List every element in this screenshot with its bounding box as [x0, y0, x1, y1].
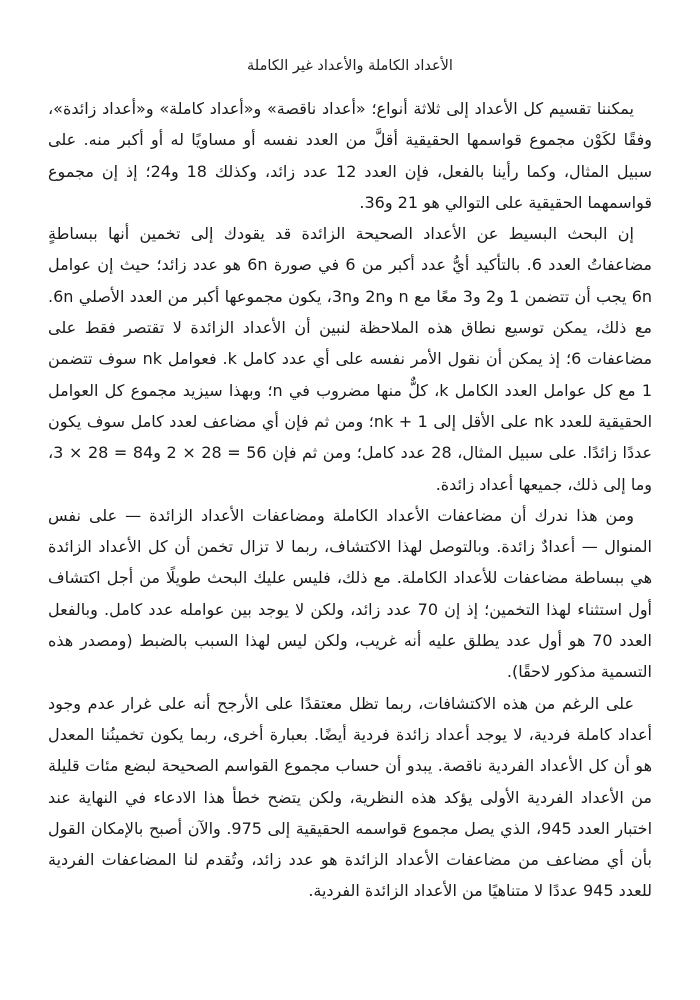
body-text [48, 93, 652, 907]
running-header: الأعداد الكاملة والأعداد غير الكاملة [247, 58, 453, 74]
paragraph-3: ومن هذا ندرك أن مضاعفات الأعداد الكاملة ومضاعفات الأعداد الزائدة — على نفس المنوال — أعدادٌ زائدة. وبالتوصل لهذا الاكتشاف، ربما لا تزال تخمن أن كل الأعداد الزائدة هي ببساطة مضاعفات للأعداد الكاملة. مع ذلك، فليس عليك البحث طويلًا من أجل اكتشاف أول استثناء لهذا التخمين؛ إذ إن 70 عدد زائد، ولكن لا يوجد بين عوامله عدد كامل. وبالفعل العدد 70 هو أول عدد يطلق عليه أنه غريب، ولكن ليس لهذا السبب بالضبط (ومصدر هذه التسمية مذكور لاحقًا). [48, 505, 652, 682]
paragraph-4: على الرغم من هذه الاكتشافات، ربما تظل معتقدًا على الأرجح أنه على غرار عدم وجود أعداد كاملة فردية، لا يوجد أعداد زائدة فردية أيضًا. بعبارة أخرى، ربما يكون تخمينُنا المعدل هو أن كل الأعداد الفردية ناقصة. يبدو أن حساب مجموع القواسم الصحيحة لبضع مئات قليلة من الأعداد الفردية الأولى يؤكد هذه النظرية، ولكن يتضح خطأ هذا الادعاء في النهاية عند اختبار العدد 945، الذي يصل مجموع قواسمه الحقيقية إلى 975. والآن أصبح بالإمكان القول بأن أي مضاعف من مضاعفات الأعداد الزائدة هو عدد زائد، وتُقدم لنا المضاعفات الفردية للعدد 945 عددًا لا متناهيًا من الأعداد الزائدة الفردية. [48, 693, 653, 901]
paragraph-1: يمكننا تقسيم كل الأعداد إلى ثلاثة أنواع؛ «أعداد ناقصة» و«أعداد كاملة» و«أعداد زائدة»، وفقًا لكَوْن مجموع قواسمها الحقيقية أقلَّ من العدد نفسه أو مساويًا له أو أكبر منه. على سبيل المثال، وكما رأينا بالفعل، فإن العدد 12 عدد زائد، وكذلك 18 و24؛ إذ إن مجموع قواسمهما الحقيقية على التوالي هو 21 و36. [48, 99, 653, 212]
paragraph-2: إن البحث البسيط عن الأعداد الصحيحة الزائدة قد يقودك إلى تخمين أنها ببساطةٍ مضاعفاتُ العدد 6. بالتأكيد أيُّ عدد أكبر من 6 في صورة 6n هو عدد زائد؛ حيث إن عوامل 6n يجب أن تتضمن 1 و2 و3 معًا مع n و2n و3n، يكون مجموعها أكبر من العدد الأصلي 6n. مع ذلك، يمكن توسيع نطاق هذه الملاحظة لنبين أن الأعداد الزائدة لا تقتصر فقط على مضاعفات 6؛ إذ يمكن أن نقول الأمر نفسه على أي عدد كامل k. فعوامل nk سوف تتضمن 1 مع كل عوامل العدد الكامل k، كلٌّ منها مضروب في n؛ وبهذا سيزيد مجموع كل العوامل الحقيقية للعدد nk على الأقل إلى nk + 1؛ ومن ثم فإن أي مضاعف لعدد كامل سوف يكون عددًا زائدًا. على سبيل المثال، 28 عدد كامل؛ ومن ثم فإن 56 = 28 × 2 و84 = 28 × 3، وما إلى ذلك، جميعها أعداد زائدة. [48, 224, 653, 494]
